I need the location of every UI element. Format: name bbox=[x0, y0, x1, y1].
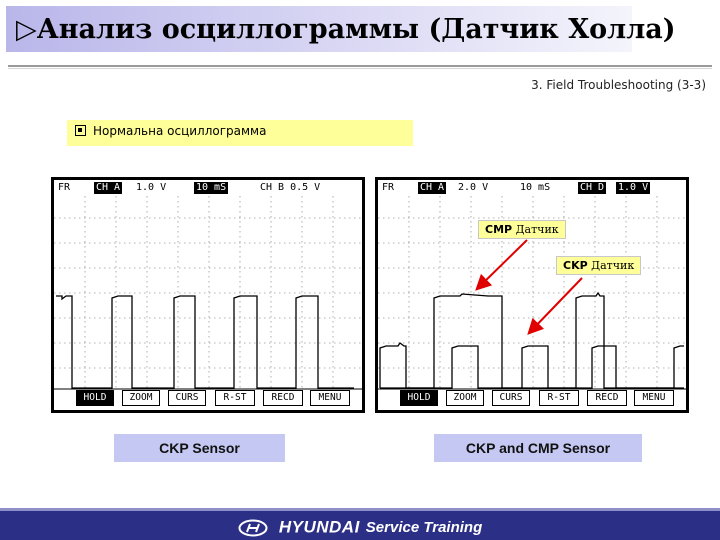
scope-button-row bbox=[54, 390, 362, 408]
title-banner bbox=[6, 6, 676, 52]
square-bullet-icon bbox=[75, 125, 86, 136]
timebase: 10 mS bbox=[520, 182, 551, 193]
curs-button[interactable]: CURS bbox=[492, 390, 530, 406]
channel-d-scale: 1.0 V bbox=[618, 182, 649, 193]
section-reference: 3. Field Troubleshooting (3-3) bbox=[531, 78, 706, 92]
channel-a-label: CH A bbox=[96, 182, 121, 193]
zoom-button[interactable]: ZOOM bbox=[122, 390, 160, 406]
hyundai-logo-icon bbox=[238, 519, 268, 537]
curs-button[interactable]: CURS bbox=[168, 390, 206, 406]
divider bbox=[8, 65, 712, 67]
cmp-sensor-callout bbox=[478, 220, 566, 239]
brand-subtitle: Service Training bbox=[365, 519, 483, 536]
menu-button[interactable]: MENU bbox=[634, 390, 674, 406]
ckp-waveform bbox=[380, 343, 684, 388]
hold-button[interactable]: HOLD bbox=[76, 390, 114, 406]
ckp-sensor-callout bbox=[556, 256, 641, 275]
oscilloscope-ckp-cmp bbox=[375, 177, 689, 413]
page-title: ▷Анализ осциллограммы (Датчик Холла) bbox=[16, 14, 676, 45]
rst-button[interactable]: R-ST bbox=[539, 390, 579, 406]
footer-brand bbox=[0, 517, 720, 538]
scope-button-row bbox=[378, 390, 686, 408]
ckp-waveform bbox=[56, 296, 354, 388]
menu-button[interactable]: MENU bbox=[310, 390, 350, 406]
divider-shadow bbox=[8, 68, 712, 69]
brand-name: HYUNDAI bbox=[278, 517, 360, 537]
recd-button[interactable]: RECD bbox=[263, 390, 303, 406]
channel-a-label: CH A bbox=[420, 182, 445, 193]
ckp-cmp-sensor-caption: CKP and CMP Sensor bbox=[434, 434, 642, 462]
recd-button[interactable]: RECD bbox=[587, 390, 627, 406]
scope-mode: FR bbox=[58, 182, 71, 193]
cmp-callout-text: Датчик bbox=[515, 223, 559, 236]
scope-mode: FR bbox=[382, 182, 395, 193]
cmp-waveform bbox=[380, 293, 684, 388]
channel-a-scale: 1.0 V bbox=[136, 182, 167, 193]
rst-button[interactable]: R-ST bbox=[215, 390, 255, 406]
ckp-sensor-caption: CKP Sensor bbox=[114, 434, 285, 462]
channel-d-label: CH D bbox=[580, 182, 605, 193]
timebase: 10 mS bbox=[196, 182, 227, 193]
cmp-abbr: CMP bbox=[485, 223, 513, 236]
oscilloscope-ckp bbox=[51, 177, 365, 413]
channel-a-scale: 2.0 V bbox=[458, 182, 489, 193]
channel-b-scale: CH B 0.5 V bbox=[260, 182, 321, 193]
waveform-display bbox=[54, 180, 362, 410]
ckp-abbr: CKP bbox=[563, 259, 588, 272]
zoom-button[interactable]: ZOOM bbox=[446, 390, 484, 406]
normal-waveform-text: Нормальна осциллограмма bbox=[93, 124, 267, 138]
hold-button[interactable]: HOLD bbox=[400, 390, 438, 406]
ckp-callout-text: Датчик bbox=[591, 259, 635, 272]
waveform-display bbox=[378, 180, 686, 410]
normal-waveform-label bbox=[67, 120, 413, 146]
footer-bar bbox=[0, 508, 720, 540]
